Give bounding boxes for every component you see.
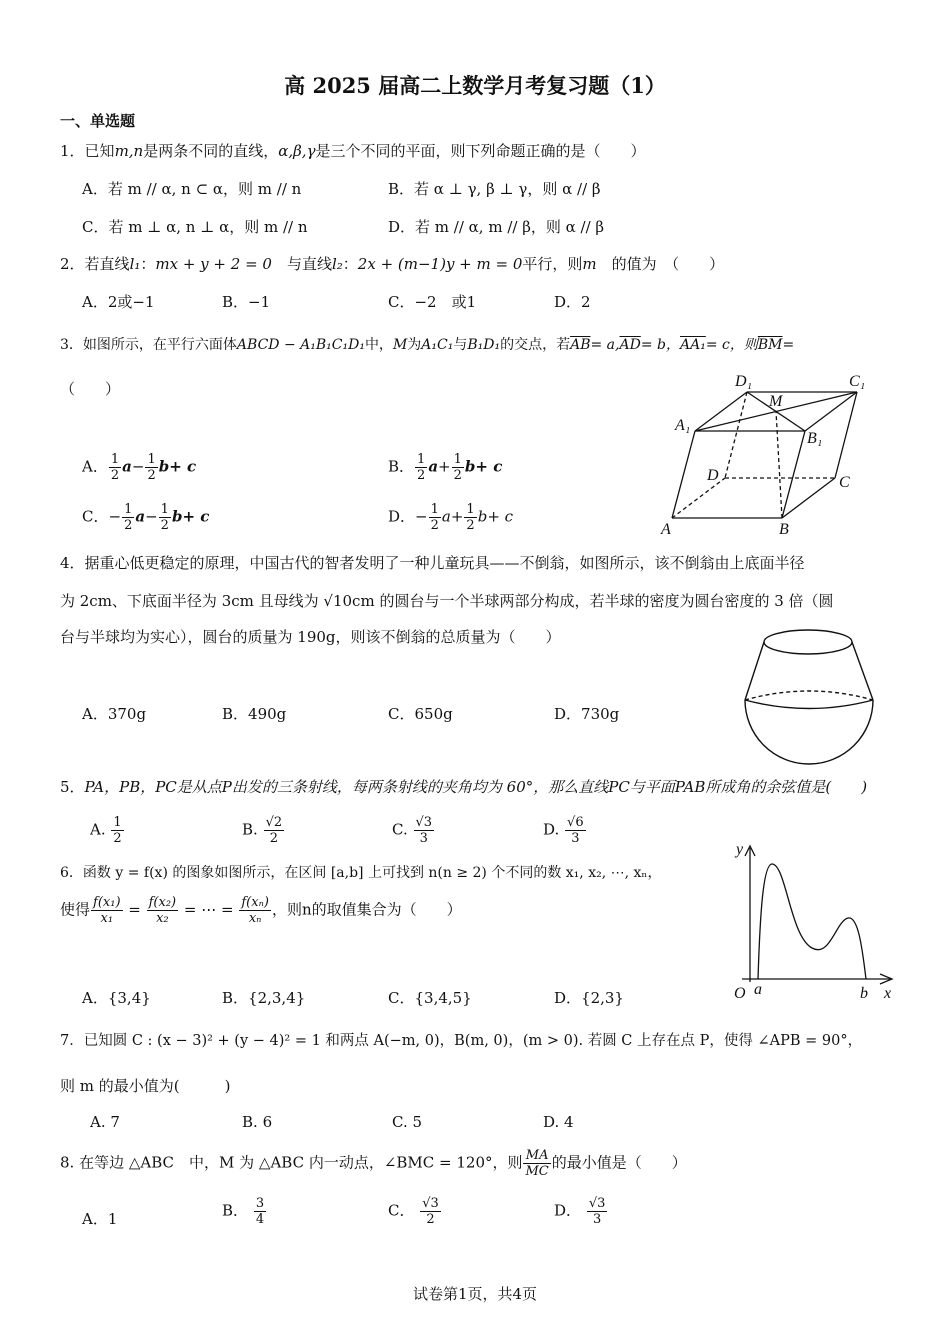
fraction (254, 1196, 266, 1227)
option-text: 若 m // α, n ⊂ α，则 m // n (107, 180, 302, 198)
label-c: C (839, 474, 850, 491)
option-letter: A． (82, 180, 108, 198)
q7-option-a[interactable] (90, 1113, 120, 1131)
q2-option-c[interactable] (388, 291, 476, 312)
q4-option-b[interactable] (222, 703, 286, 724)
edge-d1-d-hidden (725, 392, 747, 478)
q2-option-b[interactable] (222, 291, 270, 312)
q1-math-planes: α,β,γ (278, 142, 316, 160)
q2-line2-eq: 2x + (m−1)y + m = 0 (357, 255, 523, 273)
option-text: 370g (107, 705, 147, 723)
question-number: 1． (60, 142, 85, 160)
q6-ellipsis: = ⋯ = (183, 900, 234, 919)
q7-option-d[interactable] (543, 1113, 574, 1131)
denominator: 2 (466, 518, 475, 533)
q5-option-a[interactable] (90, 815, 125, 846)
vector-b: b (171, 507, 183, 526)
numerator: 3 (255, 1196, 265, 1211)
q3-text-b: 中， (364, 337, 393, 353)
label-c1: C₁ (849, 373, 866, 390)
option-text: 若 m ⊥ α, n ⊥ α，则 m // n (108, 218, 308, 236)
vector-c-term: + c (182, 507, 210, 526)
segment-b-m-hidden (776, 411, 782, 518)
q2-line1-eq: mx + y + 2 = 0 (155, 255, 272, 273)
option-letter: D． (388, 507, 416, 526)
question-number: 8. (60, 1153, 75, 1172)
question-number: 4． (60, 554, 85, 572)
q3-option-d[interactable] (388, 502, 513, 533)
q8-option-c[interactable] (388, 1196, 442, 1227)
edge-b1-b (782, 431, 805, 518)
q5-text: PA，PB，PC是从点P出发的三条射线，每两条射线的夹角均为 60°，那么直线PC与平面PAB所成角的余弦值是( ) (84, 778, 868, 796)
option-text: 7 (110, 1113, 120, 1131)
vector-c-term: + c (487, 507, 514, 526)
option-text: {2,3,4} (248, 989, 306, 1007)
question-6-line-1 (60, 862, 661, 884)
denominator: 2 (269, 831, 278, 846)
label-d: D (707, 467, 719, 484)
q3-equals: = (782, 337, 795, 353)
q2-text-c: 平行，则 (522, 255, 583, 273)
fraction (111, 815, 123, 846)
sign: − (131, 457, 145, 476)
question-7-line-1 (60, 1030, 862, 1052)
option-text: 1 (107, 1210, 118, 1228)
q2-colon-a: ： (140, 255, 156, 273)
label-b1: B₁ (807, 430, 823, 447)
edge-a-d-hidden (672, 478, 725, 518)
option-letter: C． (388, 293, 415, 311)
q8-option-b[interactable] (222, 1196, 267, 1227)
vector-a: a (122, 457, 132, 476)
option-letter: D． (554, 293, 582, 311)
sign: − (108, 507, 122, 526)
parallelepiped-figure (655, 368, 885, 538)
option-text: 650g (414, 705, 453, 723)
option-letter: A. (90, 820, 106, 839)
numerator: 1 (453, 452, 462, 467)
sign: + (450, 507, 464, 526)
vector-a: a (441, 507, 451, 526)
label-a: A (661, 521, 671, 538)
q3-option-b[interactable] (388, 452, 502, 483)
option-letter: B． (222, 989, 249, 1007)
q1-option-c[interactable] (82, 216, 308, 237)
option-letter: B． (388, 180, 415, 198)
option-letter: D． (388, 218, 416, 236)
option-letter: C． (82, 218, 109, 236)
label-a1: A₁ (675, 417, 691, 434)
option-text: 若 α ⊥ γ, β ⊥ γ，则 α // β (414, 180, 601, 198)
denominator: 2 (147, 468, 156, 483)
option-text: {3,4,5} (414, 989, 472, 1007)
q3-answer-blank: （ ） (60, 380, 121, 398)
q3-text-a: 如图所示，在平行六面体 (82, 337, 237, 353)
q3-vec-bm: $\overline{BM}$ (757, 337, 783, 353)
question-number: 6． (60, 865, 83, 881)
numerator: 1 (417, 452, 426, 467)
question-4-line-1 (60, 552, 805, 574)
option-letter: C. (392, 1113, 408, 1131)
vector-b: b (158, 457, 170, 476)
edge-b-c (782, 478, 835, 518)
question-4-line-2: 为 2cm、下底面半径为 3cm 且母线为 √10cm 的圆台与一个半球两部分构成，若半球的密度为圆台密度的 3 倍（圆 (60, 592, 834, 610)
sign: − (145, 507, 158, 526)
vector-c-term: + c (169, 457, 197, 476)
option-text: 6 (262, 1113, 273, 1131)
q3-eq-b: = b， (640, 337, 680, 353)
numerator: √3 (588, 1196, 606, 1211)
question-number: 2． (60, 255, 85, 273)
fraction (159, 502, 171, 533)
q3-text-d: 与 (453, 337, 468, 353)
question-7-line-2: 则 m 的最小值为( ) (60, 1077, 231, 1095)
denominator: 4 (255, 1212, 265, 1227)
q2-option-a[interactable] (82, 291, 155, 312)
denominator: 2 (124, 518, 133, 533)
numerator: 1 (160, 502, 169, 517)
fraction (420, 1196, 441, 1227)
numerator: f(x₁) (93, 895, 121, 910)
option-text: −2 或1 (414, 293, 477, 311)
q3-vec-ad: $\overline{AD}$ (619, 337, 641, 353)
vector-c-term: + c (475, 457, 503, 476)
numerator: √3 (415, 815, 433, 830)
vector-a: a (135, 507, 146, 526)
option-letter: C． (388, 989, 415, 1007)
q7-option-b[interactable] (242, 1113, 272, 1131)
hemisphere-arc (745, 700, 873, 764)
question-2-stem (60, 253, 724, 275)
q3-text-e: 的交点，若 (500, 337, 571, 353)
option-text: {2,3} (581, 989, 624, 1007)
q2-l2: l₂ (331, 255, 343, 273)
question-6-line-2: 使得 $\frac{\text{f(x₁)}}{\text{x₁}}$ = $\frac{\text{f(x₂)}}{\text{x₂}}$ = ⋯ = $\frac{\text{f(xₙ)}}{\text{xₙ}}$ ，则n的取值集合为（ ） (60, 895, 462, 926)
fraction (145, 452, 157, 483)
section-title: 一、单选题 (60, 112, 136, 130)
q1-math-mn: m,n (114, 142, 144, 160)
label-a: a (754, 981, 762, 998)
option-letter: C． (388, 705, 415, 723)
denominator: 2 (430, 518, 439, 533)
edge-c1-c (835, 392, 857, 478)
denominator: 3 (419, 831, 428, 846)
numerator: 1 (147, 452, 156, 467)
q6-option-c[interactable] (388, 987, 472, 1008)
top-rim (764, 630, 852, 654)
q4-option-c[interactable] (388, 703, 453, 724)
option-text: 2 (581, 293, 591, 311)
option-letter: B. (242, 1113, 258, 1131)
q1-text-a: 已知 (84, 142, 115, 160)
numerator: 1 (430, 502, 439, 517)
base-circle-back-hidden (745, 691, 873, 700)
denominator: x₁ (100, 911, 114, 926)
fraction (91, 895, 123, 926)
fraction (122, 502, 134, 533)
q2-text-b: 与直线 (271, 255, 332, 273)
denominator: xₙ (248, 911, 262, 926)
q4-option-d[interactable] (554, 703, 619, 724)
option-letter: B． (222, 705, 249, 723)
option-letter: D. (543, 1113, 560, 1131)
q2-text-d: 的值为 （ ） (596, 255, 725, 273)
page-footer: 试卷第1页，共4页 (412, 1285, 538, 1303)
q3-a1c1: A₁C₁ (421, 337, 454, 353)
option-letter: D． (554, 705, 582, 723)
page-title: 高 2025 届高二上数学月考复习题（1） (284, 73, 666, 98)
option-letter: A． (82, 989, 108, 1007)
q6-text-1: 函数 y = f(x) 的图象如图所示，在区间 [a,b] 上可找到 n(n ≥ 2) 个不同的数 x₁, x₂, ⋯, xₙ， (82, 865, 662, 881)
option-text: {3,4} (107, 989, 151, 1007)
q3-option-a[interactable] (82, 452, 196, 483)
option-text: −1 (248, 293, 271, 311)
q5-option-b[interactable] (242, 815, 285, 846)
option-text: 4 (564, 1113, 574, 1131)
label-b: b (860, 985, 868, 1002)
question-3-stem (60, 334, 794, 356)
numerator: √6 (567, 815, 584, 830)
option-letter: B. (242, 820, 258, 839)
option-letter: A． (82, 457, 108, 476)
fraction (565, 815, 586, 846)
q3-eq-c: = c，则 (705, 337, 758, 353)
numerator: √2 (265, 815, 283, 830)
option-letter: A． (82, 705, 108, 723)
option-letter: D. (543, 820, 560, 839)
tumbler-figure (735, 622, 885, 770)
frustum-left-side (745, 642, 764, 700)
numerator: 1 (113, 815, 122, 830)
question-8-stem (60, 1148, 687, 1179)
numerator: 1 (124, 502, 133, 517)
q3-option-c[interactable] (82, 502, 209, 533)
option-text: 2或−1 (107, 293, 155, 311)
denominator: 3 (571, 831, 580, 846)
q8-text-post: 的最小值是（ ） (551, 1153, 687, 1172)
fraction (464, 502, 476, 533)
fraction (109, 452, 121, 483)
denominator: 2 (417, 468, 426, 483)
label-x: x (884, 985, 892, 1002)
numerator: √3 (422, 1196, 439, 1211)
q2-colon-b: ： (342, 255, 358, 273)
q4-text-1: 据重心低更稳定的原理，中国古代的智者发明了一种儿童玩具——不倒翁，如图所示，该不倒翁由上底面半径 (84, 554, 805, 572)
edge-a1-a (672, 431, 695, 518)
q2-option-d[interactable] (554, 291, 591, 312)
q2-l1: l₁ (129, 255, 141, 273)
label-d1: D₁ (735, 373, 753, 390)
q6-text-pre: 使得 (60, 900, 91, 919)
denominator: x₂ (156, 911, 169, 926)
denominator: 2 (426, 1212, 435, 1227)
numerator: f(x₂) (148, 895, 177, 910)
question-number: 5． (60, 778, 85, 796)
option-text: 若 m // α, m // β，则 α // β (415, 218, 605, 236)
q5-option-c[interactable] (392, 815, 435, 846)
q1-text-b: 是两条不同的直线， (143, 142, 279, 160)
option-letter: C. (392, 820, 408, 839)
numerator: 1 (110, 452, 120, 467)
q8-option-d[interactable] (554, 1196, 608, 1227)
option-letter: C． (82, 507, 109, 526)
vector-b: b (464, 457, 476, 476)
option-letter: B． (388, 457, 415, 476)
numerator: MA (523, 1148, 550, 1164)
vector-a: a (428, 457, 439, 476)
q7-text-1: 已知圆 C : (x − 3)² + (y − 4)² = 1 和两点 A(−m, 0)，B(m, 0)，(m > 0). 若圆 C 上存在点 P，使得 ∠APB = 90°， (83, 1033, 863, 1049)
q6-option-d[interactable] (554, 987, 624, 1008)
option-text: 490g (248, 705, 287, 723)
q3-solid: ABCD − A₁B₁C₁D₁ (236, 337, 365, 353)
denominator: 2 (110, 468, 120, 483)
sign: + (438, 457, 451, 476)
q3-text-c: 为 (407, 337, 422, 353)
option-text: 5 (412, 1113, 423, 1131)
question-4-line-3: 台与半球均为实心），圆台的质量为 190g，则该不倒翁的总质量为（ ） (60, 628, 561, 646)
option-letter: A． (82, 1210, 108, 1228)
function-graph-figure (728, 836, 898, 1006)
q3-vec-aa1: AA₁ (679, 337, 706, 353)
q2-m: m (582, 255, 597, 273)
fraction (587, 1196, 608, 1227)
base-circle-front (745, 700, 873, 709)
denominator: 2 (453, 468, 462, 483)
vector-b: b (477, 507, 488, 526)
fraction (264, 815, 285, 846)
q2-text-a: 若直线 (84, 255, 130, 273)
q6-text-post: ，则n的取值集合为（ ） (271, 900, 462, 919)
fraction (415, 452, 427, 483)
q4-option-a[interactable] (82, 703, 146, 724)
option-letter: C． (388, 1201, 415, 1220)
label-origin: O (734, 985, 746, 1002)
q5-option-d[interactable] (543, 815, 587, 846)
option-letter: A. (90, 1113, 106, 1131)
q1-option-d[interactable] (388, 216, 604, 237)
denominator: 2 (160, 518, 169, 533)
option-letter: D． (554, 989, 582, 1007)
denominator: MC (525, 1164, 549, 1179)
q6-option-b[interactable] (222, 987, 305, 1008)
question-5-stem (60, 776, 867, 798)
q7-option-c[interactable] (392, 1113, 422, 1131)
question-number: 3． (60, 337, 83, 353)
function-curve (758, 864, 866, 979)
q6-option-a[interactable] (82, 987, 151, 1008)
question-number: 7． (60, 1033, 84, 1049)
fraction (452, 452, 464, 483)
denominator: 3 (592, 1212, 602, 1227)
q8-text-pre: 在等边 △ABC 中，M 为 △ABC 内一动点，∠BMC = 120°，则 (79, 1153, 523, 1172)
fraction (429, 502, 441, 533)
q1-text-c: 是三个不同的平面，则下列命题正确的是（ ） (315, 142, 646, 160)
q8-option-a[interactable] (82, 1208, 117, 1229)
denominator: 2 (113, 831, 122, 846)
q3-vec-ab: $\overline{AB}$ (570, 337, 591, 353)
label-m: M (769, 393, 783, 410)
numerator: f(xₙ) (241, 895, 269, 910)
option-letter: B． (222, 293, 249, 311)
numerator: 1 (466, 502, 475, 517)
option-letter: B． (222, 1201, 249, 1220)
label-b: B (779, 521, 789, 538)
fraction (147, 895, 179, 926)
q3-eq-a: = a, (590, 337, 620, 353)
fraction (414, 815, 435, 846)
q3-m: M (392, 337, 408, 353)
option-letter: A． (82, 293, 108, 311)
frustum-right-side (852, 642, 873, 700)
sign: − (415, 507, 428, 526)
q3-b1d1: B₁D₁ (467, 337, 501, 353)
question-1-stem (60, 140, 646, 162)
q1-option-a[interactable] (82, 178, 301, 199)
label-y: y (736, 841, 744, 858)
q1-option-b[interactable] (388, 178, 601, 199)
fraction (239, 895, 271, 926)
option-text: 730g (581, 705, 620, 723)
fraction (523, 1148, 550, 1179)
option-letter: D． (554, 1201, 582, 1220)
